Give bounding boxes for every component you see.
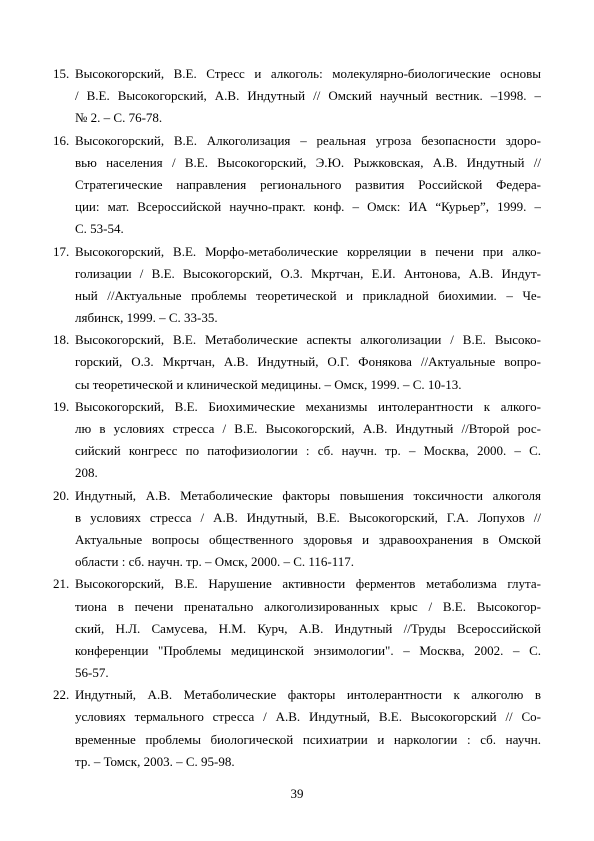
reference-line: сы теоретической и клинической медицины. – Омск, 1999. – С. 10-13. <box>75 376 462 392</box>
reference-item <box>53 329 541 396</box>
reference-line: Высокогорский, В.Е. Биохимические механизмы интолерантности к алкого- <box>75 398 541 414</box>
reference-line: голизации / В.Е. Высокогорский, О.З. Мкртчан, Е.И. Антонова, А.В. Индут- <box>75 265 541 281</box>
reference-line: ный //Актуальные проблемы теоретической и прикладной биохимии. – Че- <box>75 287 541 303</box>
reference-line: Высокогорский, В.Е. Алкоголизация – реальная угроза безопасности здоро- <box>75 132 541 148</box>
reference-text <box>75 63 541 130</box>
reference-line: лябинск, 1999. – С. 33-35. <box>75 310 218 326</box>
reference-item <box>53 130 541 241</box>
reference-text <box>75 684 541 773</box>
reference-line: № 2. – С. 76-78. <box>75 110 163 126</box>
reference-item <box>53 63 541 130</box>
reference-number: 19. <box>53 398 70 414</box>
page-number: 39 <box>290 786 304 801</box>
reference-number: 16. <box>53 132 70 148</box>
reference-text <box>75 396 541 485</box>
reference-line: области : сб. научн. тр. – Омск, 2000. – С. 116-117. <box>75 554 354 570</box>
reference-item <box>53 485 541 574</box>
reference-line: Высокогорский, В.Е. Морфо-метаболические корреляции в печени при алко- <box>75 243 541 259</box>
reference-line: ции: мат. Всероссийской научно-практ. конф. – Омск: ИА “Курьер”, 1999. – <box>75 199 541 215</box>
reference-number: 22. <box>53 687 70 703</box>
reference-item <box>53 573 541 684</box>
reference-line: 208. <box>75 465 98 481</box>
reference-line: С. 53-54. <box>75 221 124 237</box>
reference-text <box>75 130 541 241</box>
reference-line: тиона в печени пренатально алкоголизированных крыс / В.Е. Высокогор- <box>75 598 541 614</box>
reference-line: в условиях стресса / А.В. Индутный, В.Е. Высокогорский, Г.А. Лопухов // <box>75 509 541 525</box>
reference-line: / В.Е. Высокогорский, А.В. Индутный // Омский научный вестник. –1998. – <box>75 88 541 104</box>
reference-line: Актуальные вопросы общественного здоровья и здравоохранения в Омской <box>75 531 541 547</box>
reference-line: Высокогорский, В.Е. Стресс и алкоголь: молекулярно-биологические основы <box>75 66 541 81</box>
reference-item <box>53 396 541 485</box>
reference-line: Индутный, А.В. Метаболические факторы повышения токсичности алкоголя <box>75 487 541 503</box>
reference-line: Высокогорский, В.Е. Нарушение активности ферментов метаболизма глута- <box>75 576 541 592</box>
reference-item <box>53 684 541 773</box>
reference-line: 56-57. <box>75 665 109 681</box>
reference-line: вью населения / В.Е. Высокогорский, Э.Ю. Рыжковская, А.В. Индутный // <box>75 154 541 170</box>
reference-number: 21. <box>53 576 70 592</box>
reference-number: 15. <box>53 66 70 81</box>
reference-line: горский, О.З. Мкртчан, А.В. Индутный, О.Г. Фонякова //Актуальные вопро- <box>75 354 541 370</box>
reference-line: лю в условиях стресса / В.Е. Высокогорский, А.В. Индутный //Второй рос- <box>75 421 541 436</box>
reference-line: условиях термального стресса / А.В. Индутный, В.Е. Высокогорский // Со- <box>75 709 541 725</box>
reference-number: 20. <box>53 487 70 503</box>
reference-text <box>75 241 541 330</box>
reference-line: ский, Н.Л. Самусева, Н.М. Курч, А.В. Индутный //Труды Всероссийской <box>75 620 541 636</box>
reference-text <box>75 485 541 574</box>
reference-line: тр. – Томск, 2003. – С. 95-98. <box>75 753 235 769</box>
reference-number: 17. <box>53 243 70 259</box>
reference-line: Индутный, А.В. Метаболические факторы интолерантности к алкоголю в <box>75 687 541 703</box>
reference-line: сийский конгресс по патофизиологии : сб. научн. тр. – Москва, 2000. – С. <box>75 443 541 459</box>
reference-item <box>53 241 541 330</box>
reference-line: Стратегические направления регионального развития Российской Федера- <box>75 176 541 192</box>
reference-line: временные проблемы биологической психиатрии и наркологии : сб. научн. <box>75 731 541 747</box>
reference-list <box>53 63 541 773</box>
reference-text <box>75 573 541 684</box>
reference-text <box>75 329 541 396</box>
reference-line: Высокогорский, В.Е. Метаболические аспекты алкоголизации / В.Е. Высоко- <box>75 332 541 348</box>
reference-number: 18. <box>53 332 70 348</box>
reference-line: конференции "Проблемы медицинской энзимологии". – Москва, 2002. – С. <box>75 642 541 658</box>
